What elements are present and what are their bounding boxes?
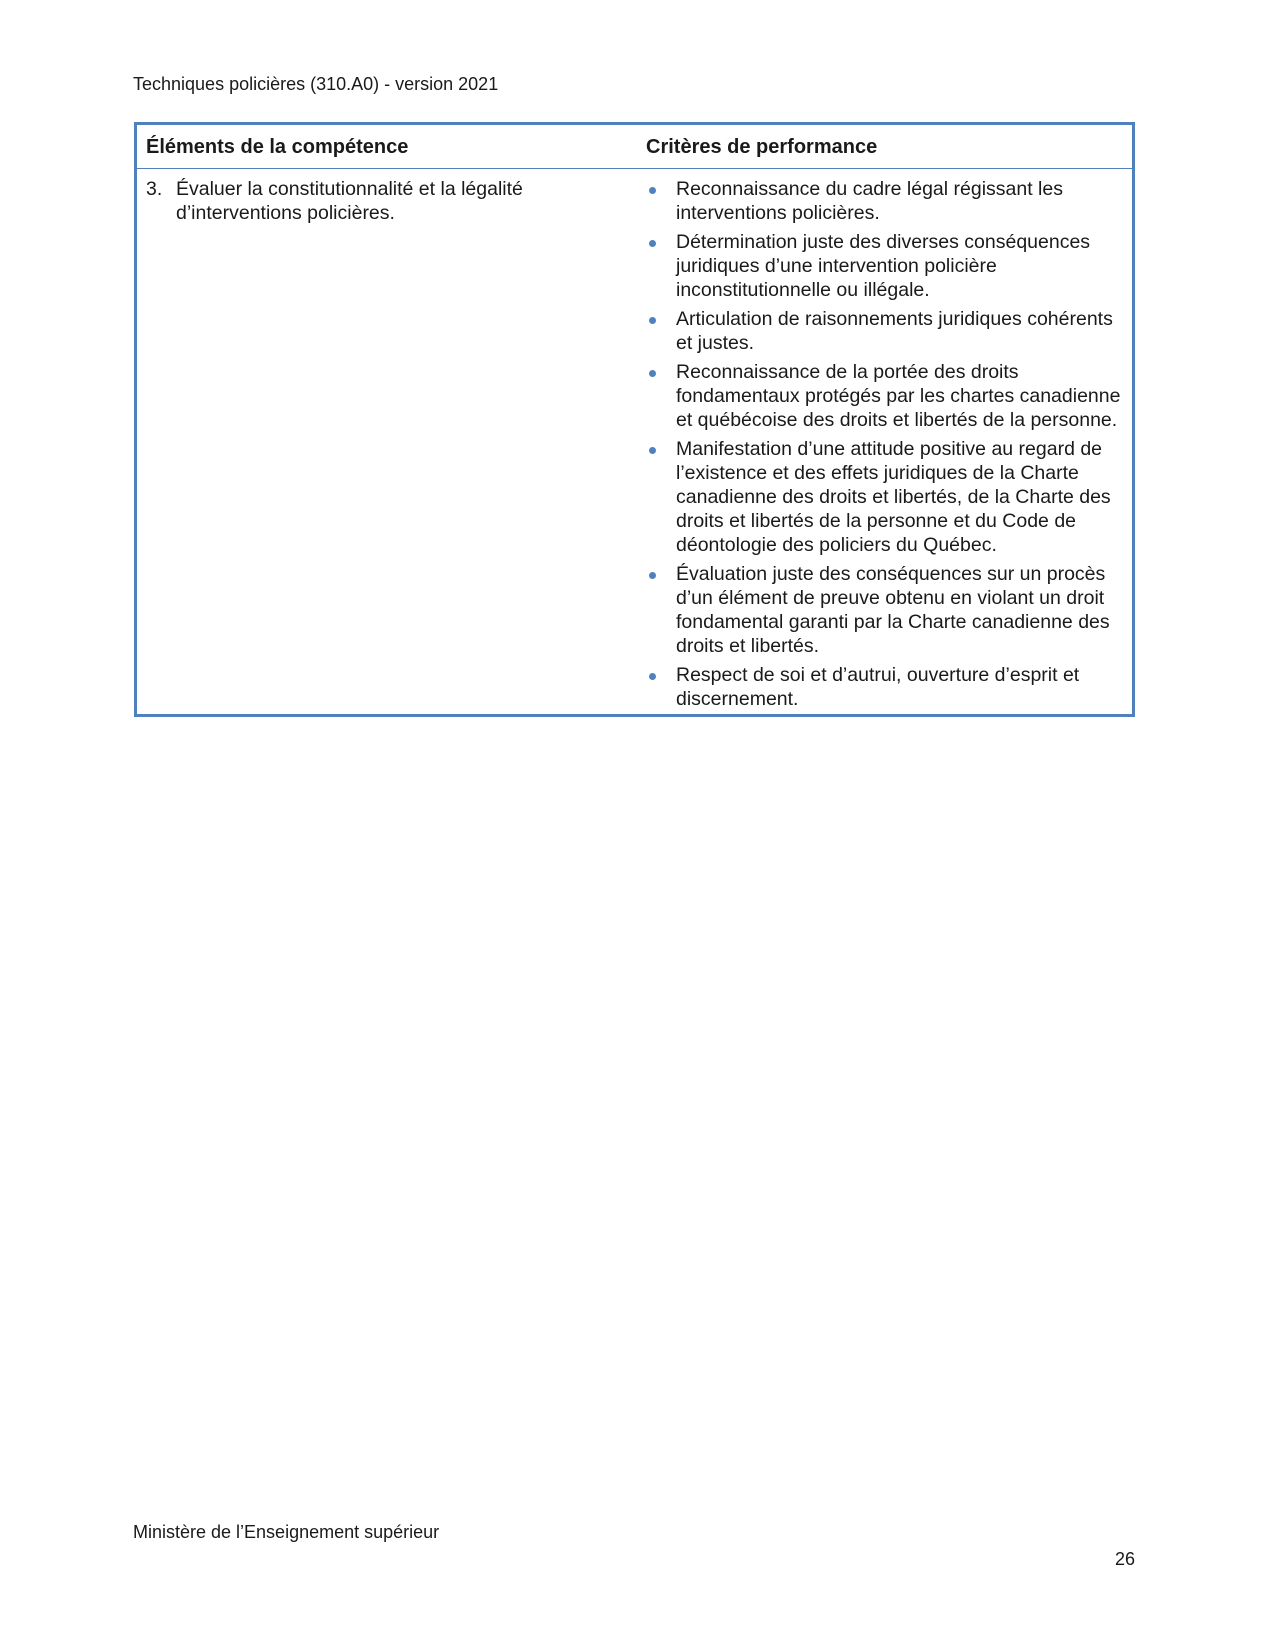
- criteria-list: [646, 177, 1124, 711]
- criteria-text: Manifestation d’une attitude positive au regard de l’existence et des effets juridiques de la Charte canadienne des droits et libertés, de la Charte des droits et libertés de la personne et du Code de déontologie des policiers du Québec.: [676, 438, 1111, 556]
- criteria-item: [646, 230, 1124, 302]
- bullet-icon: [646, 360, 676, 432]
- criteria-cell: [637, 177, 1132, 711]
- criteria-text: Évaluation juste des conséquences sur un procès d’un élément de preuve obtenu en violant un droit fondamental garanti par la Charte canadienne des droits et libertés.: [676, 563, 1110, 657]
- table-row: [137, 169, 1132, 714]
- criteria-text: Détermination juste des diverses conséquences juridiques d’une intervention policière inconstitutionnelle ou illégale.: [676, 231, 1091, 301]
- column-heading-elements: Éléments de la compétence: [146, 136, 409, 158]
- page-number: 26: [1114, 1549, 1135, 1569]
- bullet-icon: [646, 562, 676, 658]
- criteria-item: [646, 307, 1124, 355]
- bullet-icon: [646, 177, 676, 225]
- bullet-icon: [646, 307, 676, 355]
- criteria-text: Reconnaissance de la portée des droits fondamentaux protégés par les chartes canadienne et québécoise des droits et libertés de la personne.: [676, 361, 1121, 431]
- table-header-row: [137, 125, 1132, 169]
- bullet-icon: [646, 437, 676, 557]
- competence-table: [134, 122, 1135, 717]
- page-footer-ministry: Ministère de l’Enseignement supérieur: [133, 1522, 440, 1542]
- criteria-item: [646, 437, 1124, 557]
- column-heading-criteria: Critères de performance: [646, 136, 878, 158]
- criteria-item: [646, 177, 1124, 225]
- bullet-icon: [646, 230, 676, 302]
- criteria-item: [646, 360, 1124, 432]
- criteria-text: Articulation de raisonnements juridiques cohérents et justes.: [676, 308, 1113, 354]
- criteria-text: Reconnaissance du cadre légal régissant les interventions policières.: [676, 178, 1063, 224]
- elements-cell: [137, 177, 637, 711]
- criteria-item: [646, 562, 1124, 658]
- element-text: Évaluer la constitutionnalité et la légalité d’interventions policières.: [176, 178, 523, 224]
- page-header: Techniques policières (310.A0) - version 2021: [133, 74, 499, 94]
- element-item: [146, 177, 637, 225]
- criteria-item: [646, 663, 1124, 711]
- criteria-text: Respect de soi et d’autrui, ouverture d’esprit et discernement.: [676, 664, 1080, 710]
- bullet-icon: [646, 663, 676, 711]
- element-number: 3.: [146, 178, 163, 200]
